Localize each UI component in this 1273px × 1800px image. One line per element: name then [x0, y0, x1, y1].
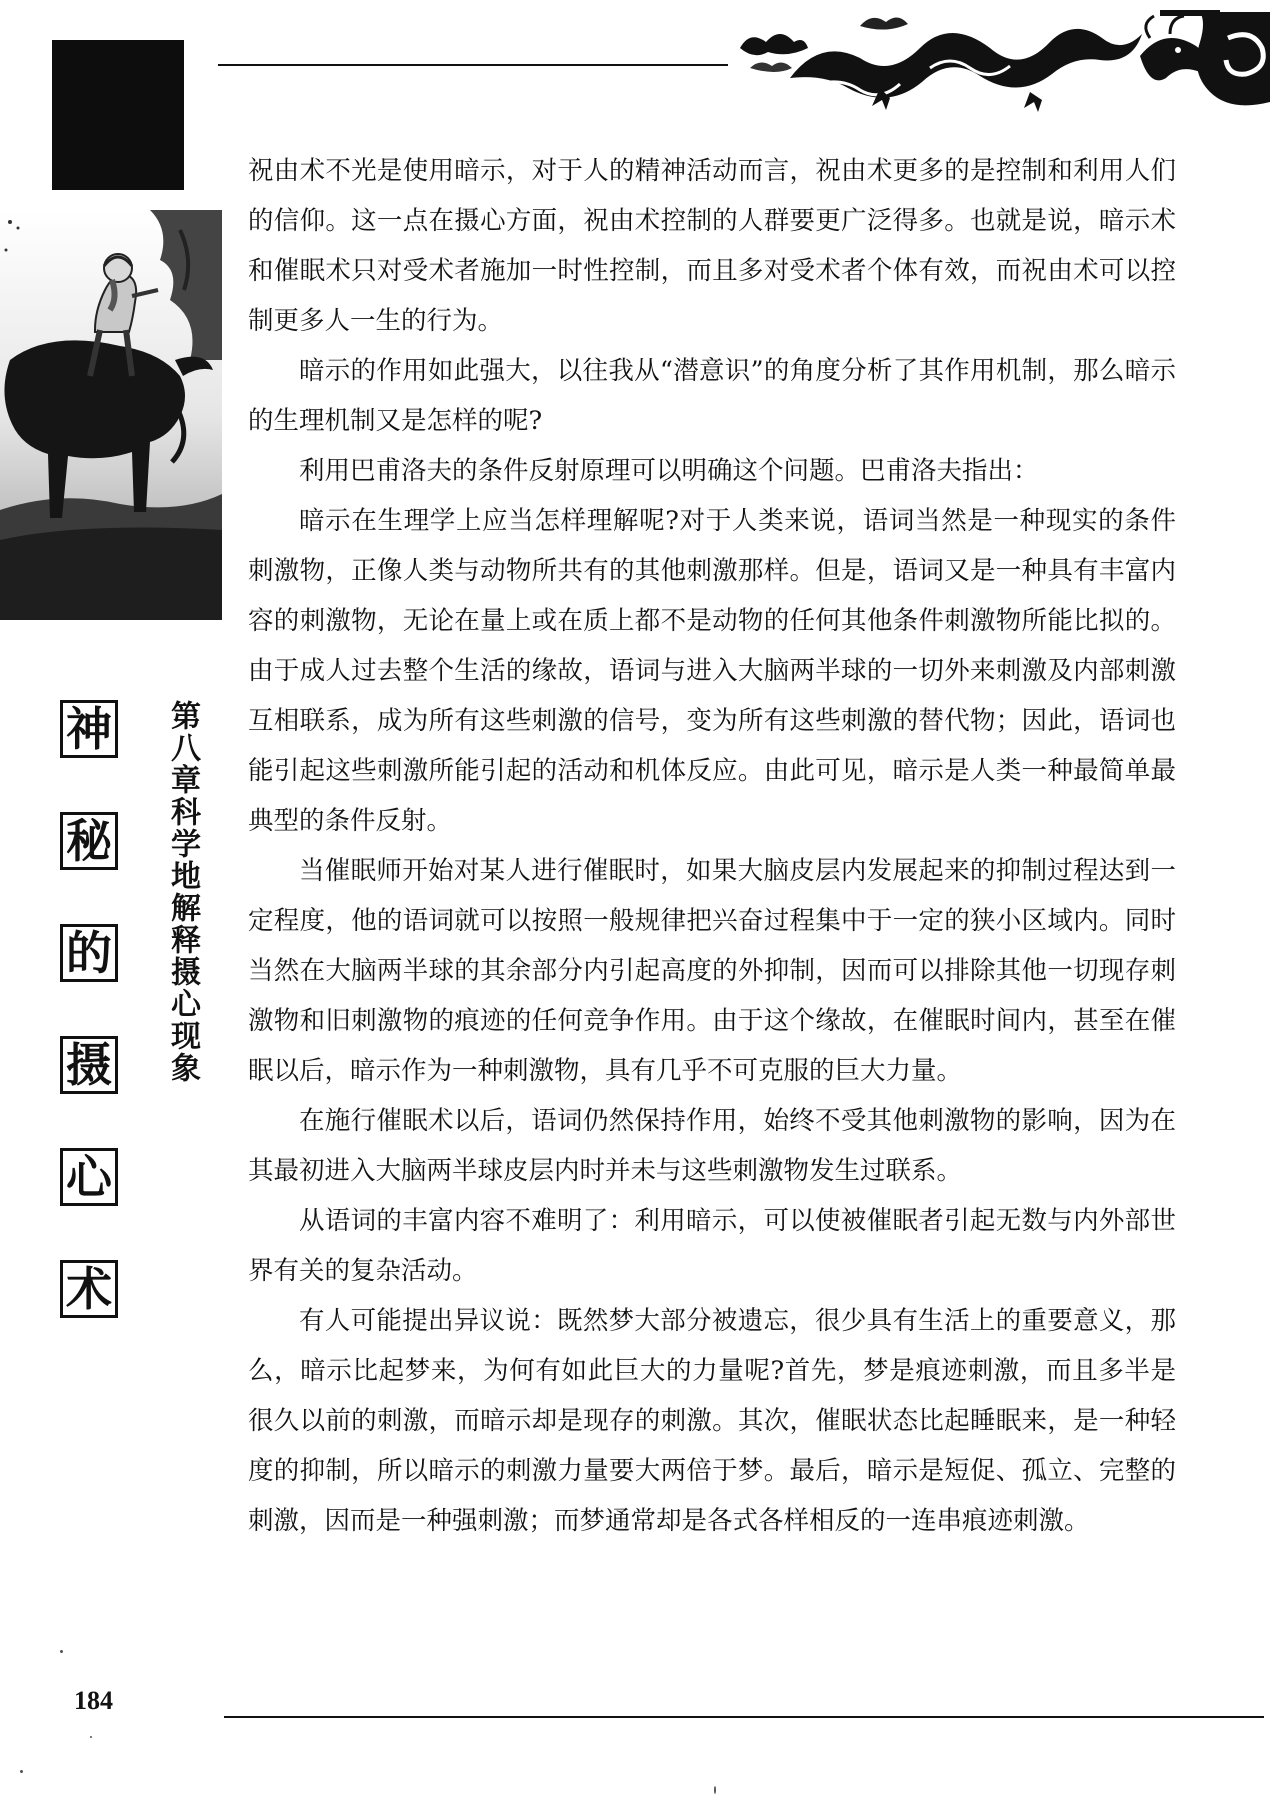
book-title-char: 的 — [60, 924, 118, 982]
quoted-paragraph: 在施行催眠术以后，语词仍然保持作用，始终不受其他刺激物的影响，因为在其最初进入大脑两半球皮层内时并未与这些刺激物发生过联系。 — [248, 1106, 1176, 1186]
chapter-heading: 第八章科学地解释摄心现象 — [165, 700, 200, 1084]
book-title-char: 神 — [60, 700, 118, 758]
man-riding-ox-illustration-icon — [0, 210, 222, 620]
book-title-char: 术 — [60, 1260, 118, 1318]
book-title-char: 心 — [60, 1148, 118, 1206]
corner-black-block — [52, 40, 184, 190]
body-paragraph: 祝由术不光是使用暗示，对于人的精神活动而言，祝由术更多的是控制和利用人们的信仰。这一点在摄心方面，祝由术控制的人群要更广泛得多。也就是说，暗示术和催眠术只对受术者施加一时性控制，而且多对受术者个体有效，而祝由术可以控制更多人一生的行为。 — [248, 156, 1176, 336]
quoted-paragraph: 暗示在生理学上应当怎样理解呢?对于人类来说，语词当然是一种现实的条件刺激物，正像人类与动物所共有的其他刺激那样。但是，语词又是一种具有丰富内容的刺激物，无论在量上或在质上都不是动物的任何其他条件刺激物所能比拟的。由于成人过去整个生活的缘故，语词与进入大脑两半球的一切外来刺激及内部刺激互相联系，成为所有这些刺激的信号，变为所有这些刺激的替代物；因此，语词也能引起这些刺激所能引起的活动和机体反应。由此可见，暗示是人类一种最简单最典型的条件反射。 — [248, 506, 1176, 836]
body-paragraph: 暗示的作用如此强大，以往我从“潜意识”的角度分析了其作用机制，那么暗示的生理机制又是怎样的呢? — [248, 356, 1176, 436]
dragon-ornament-icon — [730, 8, 1270, 118]
scan-speck — [90, 1736, 92, 1738]
book-title-vertical — [60, 700, 130, 1362]
body-text — [248, 146, 1176, 1546]
quoted-paragraph: 当催眠师开始对某人进行催眠时，如果大脑皮层内发展起来的抑制过程达到一定程度，他的语词就可以按照一般规律把兴奋过程集中于一定的狭小区域内。同时当然在大脑两半球的其余部分内引起高度的外抑制，因而可以排除其他一切现存刺激物和旧刺激物的痕迹的任何竞争作用。由于这个缘故，在催眠时间内，甚至在催眠以后，暗示作为一种刺激物，具有几乎不可克服的巨大力量。 — [248, 856, 1176, 1086]
page-number: 184 — [74, 1686, 113, 1715]
scan-speck — [714, 1786, 716, 1794]
scan-speck — [60, 1650, 63, 1653]
book-title-char: 秘 — [60, 812, 118, 870]
book-title-char: 摄 — [60, 1036, 118, 1094]
header-rule — [218, 64, 728, 66]
body-paragraph: 利用巴甫洛夫的条件反射原理可以明确这个问题。巴甫洛夫指出： — [299, 456, 1039, 486]
scan-speck — [20, 1770, 23, 1773]
body-paragraph: 从语词的丰富内容不难明了：利用暗示，可以使被催眠者引起无数与内外部世界有关的复杂活动。 — [248, 1206, 1176, 1286]
body-paragraph: 有人可能提出异议说：既然梦大部分被遗忘，很少具有生活上的重要意义，那么，暗示比起梦来，为何有如此巨大的力量呢?首先，梦是痕迹刺激，而且多半是很久以前的刺激，而暗示却是现存的刺激。其次，催眠状态比起睡眠来，是一种轻度的抑制，所以暗示的刺激力量要大两倍于梦。最后，暗示是短促、孤立、完整的刺激，因而是一种强刺激；而梦通常却是各式各样相反的一连串痕迹刺激。 — [248, 1306, 1176, 1536]
footer-rule — [224, 1716, 1264, 1718]
